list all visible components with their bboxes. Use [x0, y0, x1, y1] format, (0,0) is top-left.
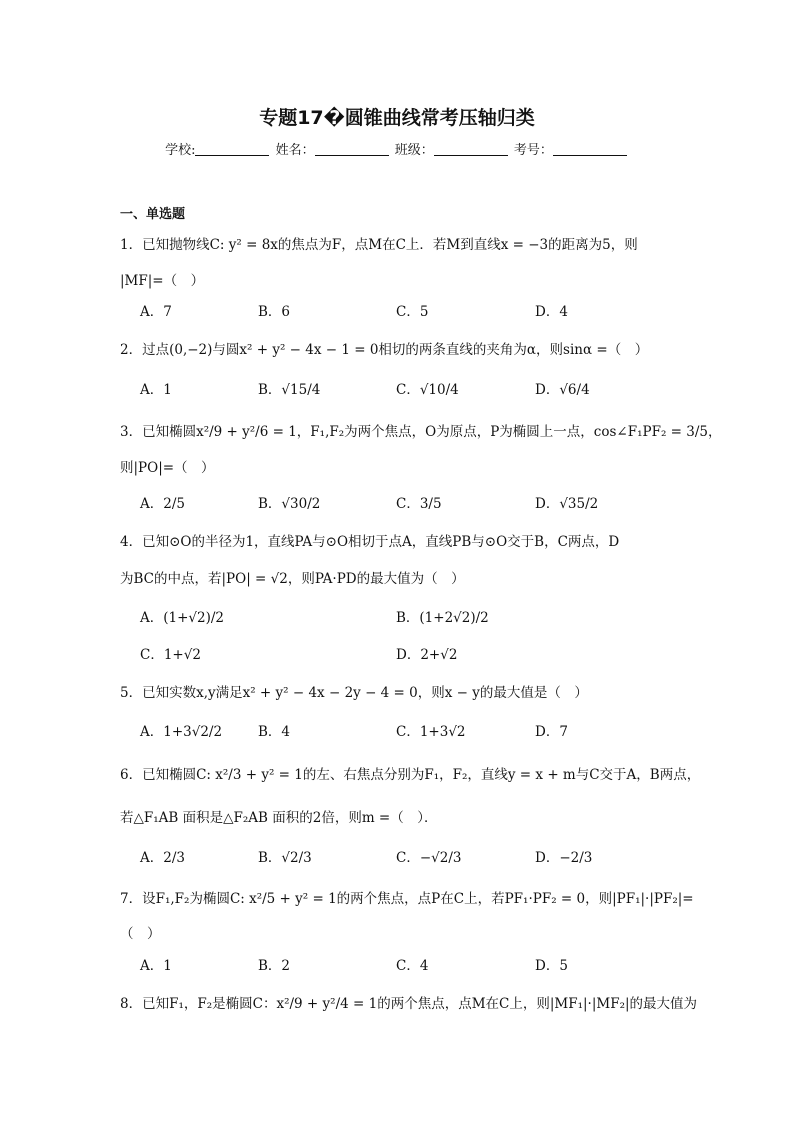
question-8-text: 8．已知F₁，F₂是椭圆C：x²/9 + y²/4 = 1的两个焦点，点M在C上，则|MF₁|·|MF₂|的最大值为 [120, 996, 698, 1012]
question-1-text-cont: |MF|=（ ） [120, 273, 205, 289]
question-5-text: 5．已知实数x,y满足x² + y² − 4x − 2y − 4 = 0，则x − y的最大值是（ ） [120, 685, 588, 701]
option-d[interactable]: D．7 [535, 724, 568, 740]
section-heading: 一、单选题 [120, 207, 186, 222]
option-c[interactable]: C．√10/4 [396, 382, 459, 398]
question-7-text-cont: （ ） [120, 926, 161, 942]
option-c[interactable]: C．4 [396, 958, 429, 974]
option-a[interactable]: A．2/5 [140, 496, 185, 512]
option-d[interactable]: D．4 [535, 304, 568, 320]
option-b[interactable]: B．(1+2√2)/2 [396, 610, 489, 626]
question-2-text: 2．过点(0,−2)与圆x² + y² − 4x − 1 = 0相切的两条直线的夹角为α，则sinα =（ ） [120, 342, 649, 358]
question-6-text-cont: 若△F₁AB 面积是△F₂AB 面积的2倍，则m =（ ）． [120, 810, 438, 826]
option-b[interactable]: B．√2/3 [258, 850, 312, 866]
question-2-options [140, 370, 700, 406]
option-a[interactable]: A．7 [140, 304, 172, 320]
name-blank[interactable] [315, 143, 389, 156]
exam-number-blank[interactable] [553, 143, 627, 156]
question-4-text-cont: 为BC的中点，若|PO| = √2，则PA·PD的最大值为（ ） [120, 571, 465, 587]
question-7-text: 7．设F₁,F₂为椭圆C: x²/5 + y² = 1的两个焦点，点P在C上，若PF₁·PF₂ = 0，则|PF₁|·|PF₂|= [120, 891, 694, 907]
exam-number-label: 考号： [513, 143, 553, 158]
option-d[interactable]: D．−2/3 [535, 850, 593, 866]
student-info-line [0, 139, 794, 158]
question-1-text: 1．已知抛物线C: y² = 8x的焦点为F，点M在C上．若M到直线x = −3的距离为5，则 [120, 237, 638, 253]
option-c[interactable]: C．1+3√2 [396, 724, 466, 740]
option-d[interactable]: D．√6/4 [535, 382, 590, 398]
school-label: 学校: [165, 143, 196, 158]
question-7-options [140, 946, 700, 982]
page-title: 专题17�圆锥曲线常考压轴归类 [259, 107, 535, 129]
option-d[interactable]: D．5 [535, 958, 568, 974]
option-a[interactable]: A．(1+√2)/2 [140, 610, 225, 626]
option-b[interactable]: B．√15/4 [258, 382, 321, 398]
option-b[interactable]: B．2 [258, 958, 291, 974]
option-c[interactable]: C．1+√2 [140, 647, 201, 663]
option-b[interactable]: B．√30/2 [258, 496, 321, 512]
question-4-text: 4．已知⊙O的半径为1，直线PA与⊙O相切于点A，直线PB与⊙O交于B，C两点，D [120, 534, 620, 550]
question-3-text-cont: 则|PO|=（ ） [120, 460, 215, 476]
question-6-text: 6．已知椭圆C: x²/3 + y² = 1的左、右焦点分别为F₁，F₂，直线y = x + m与C交于A，B两点， [120, 767, 701, 783]
option-b[interactable]: B．6 [258, 304, 291, 320]
option-d[interactable]: D．2+√2 [396, 647, 458, 663]
question-5-options [140, 712, 700, 748]
option-c[interactable]: C．−√2/3 [396, 850, 462, 866]
option-a[interactable]: A．2/3 [140, 850, 185, 866]
name-label: 姓名： [275, 143, 315, 158]
question-4-options-row1 [140, 598, 700, 634]
option-b[interactable]: B．4 [258, 724, 291, 740]
question-6-options [140, 838, 700, 874]
option-c[interactable]: C．3/5 [396, 496, 442, 512]
question-3-text: 3．已知椭圆x²/9 + y²/6 = 1，F₁,F₂为两个焦点，O为原点，P为椭圆上一点，cos∠F₁PF₂ = 3/5， [120, 424, 722, 440]
option-a[interactable]: A．1 [140, 958, 172, 974]
option-c[interactable]: C．5 [396, 304, 429, 320]
question-4-options-row2 [140, 635, 700, 671]
question-1-options [140, 292, 700, 328]
school-blank[interactable] [195, 143, 269, 156]
question-3-options [140, 484, 700, 520]
class-label: 班级： [394, 143, 434, 158]
option-a[interactable]: A．1 [140, 382, 172, 398]
class-blank[interactable] [434, 143, 508, 156]
option-d[interactable]: D．√35/2 [535, 496, 599, 512]
option-a[interactable]: A．1+3√2/2 [140, 724, 223, 740]
